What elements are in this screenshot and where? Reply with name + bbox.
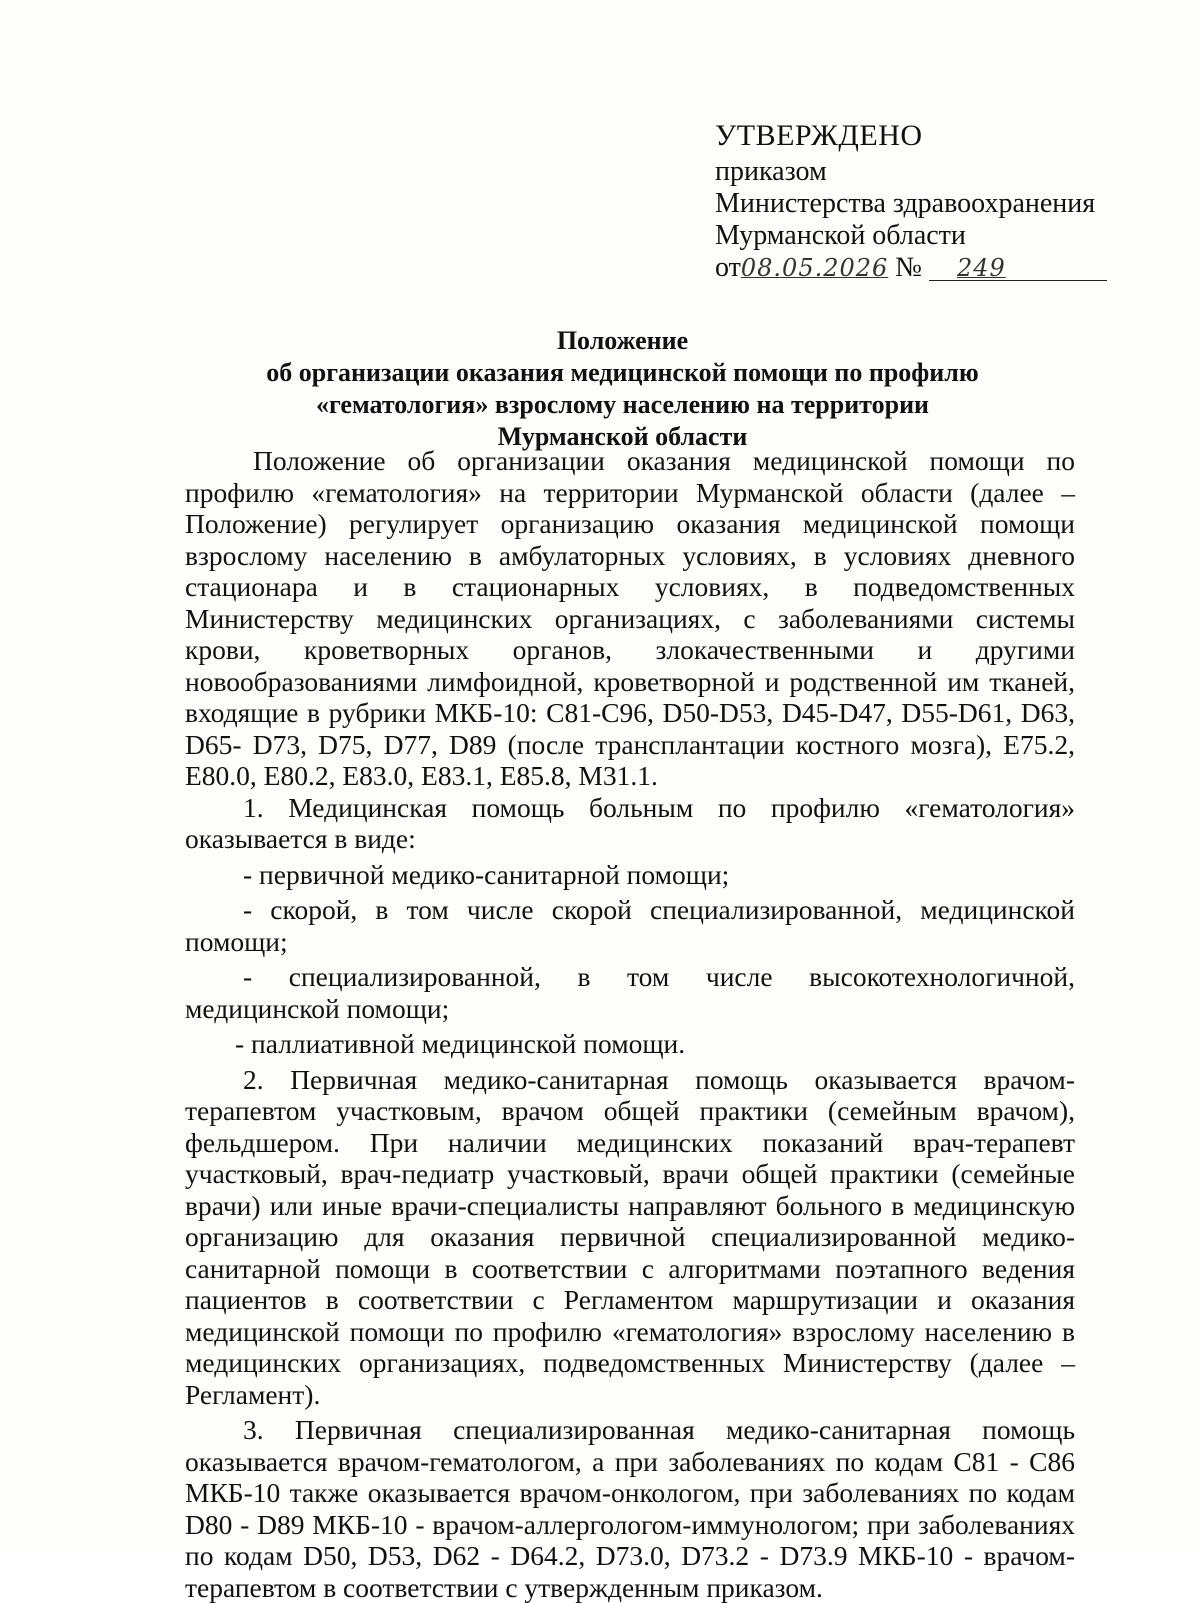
number-label: № <box>895 252 923 283</box>
approval-line-region: Мурманской области <box>715 220 966 251</box>
intro-paragraph: Положение об организации оказания медицинской помощи по профилю «гематология» на территории Мурманской области (далее – Положение) регулирует организацию оказания медицинской помощи взрослому населению в амбулаторных условиях, в условиях дневного стационара и в стационарных условиях, в подведомственных Министерству медицинских организациях, с заболеваниями системы крови, кроветворных органов, злокачественными и другими новообразованиями лимфоидной, кроветворной и родственной им тканей, входящие в рубрики МКБ-10: С81-С96, D50-D53, D45-D47, D55-D61, D63, D65- D73, D75, D77, D89 (после трансплантации костного мозга), E75.2, E80.0, E80.2, E83.0, E83.1, E85.8, M31.1. <box>185 445 1075 791</box>
approval-date-number <box>715 252 1135 284</box>
approval-line-ministry: Министерства здравоохранения <box>715 188 1096 219</box>
handwritten-number: 249 <box>929 256 1107 281</box>
list-item-primary-care: - первичной медико-санитарной помощи; <box>243 858 730 890</box>
paragraph-2: 2. Первичная медико-санитарная помощь оказывается врачом-терапевтом участковым, врачом общей практики (семейным врачом), фельдшером. При наличии медицинских показаний врач-терапевт участковый, врач-педиатр участковый, врачи общей практики (семейные врачи) или иные врачи-специалисты направляют больного в медицинскую организацию для оказания первичной специализированной медико-санитарной помощи в соответствии с алгоритмами поэтапного ведения пациентов в соответствии с Регламентом маршрутизации и оказания медицинской помощи по профилю «гематология» взрослому населению в медицинских организациях, подведомственных Министерству (далее – Регламент). <box>185 1063 1075 1410</box>
approval-block <box>715 120 1135 284</box>
list-item-emergency-care: - скорой, в том числе скорой специализированной, медицинской помощи; <box>185 894 1075 957</box>
document-body <box>185 445 1075 1603</box>
paragraph-1: 1. Медицинская помощь больным по профилю «гематология» оказывается в виде: <box>185 791 1075 854</box>
approval-line-order: приказом <box>715 156 827 187</box>
list-item-specialized-care: - специализированной, в том числе высокотехнологичной, медицинской помощи; <box>185 961 1075 1024</box>
handwritten-date: 08.05.2026 <box>740 254 889 282</box>
title-line-2: об организации оказания медицинской помощи по профилю <box>266 358 979 387</box>
title-line-3: «гематология» взрослому населению на территории <box>315 390 930 419</box>
document-title <box>150 325 1095 453</box>
title-line-1: Положение <box>556 326 689 355</box>
approval-stamp: УТВЕРЖДЕНО <box>715 119 923 152</box>
paragraph-3: 3. Первичная специализированная медико-санитарная помощь оказывается врачом-гематологом, а при заболеваниях по кодам С81 - С86 МКБ-10 также оказывается врачом-онкологом, при заболеваниях по кодам D80 - D89 МКБ-10 - врачом-аллергологом-иммунологом; при заболеваниях по кодам D50, D53, D62 - D64.2, D73.0, D73.2 - D73.9 МКБ-10 - врачом-терапевтом в соответствии с утвержденным приказом. <box>185 1414 1075 1603</box>
list-item-palliative-care: - паллиативной медицинской помощи. <box>235 1028 686 1059</box>
date-from-label: от <box>715 252 741 283</box>
title-line-4: Мурманской области <box>497 422 748 451</box>
